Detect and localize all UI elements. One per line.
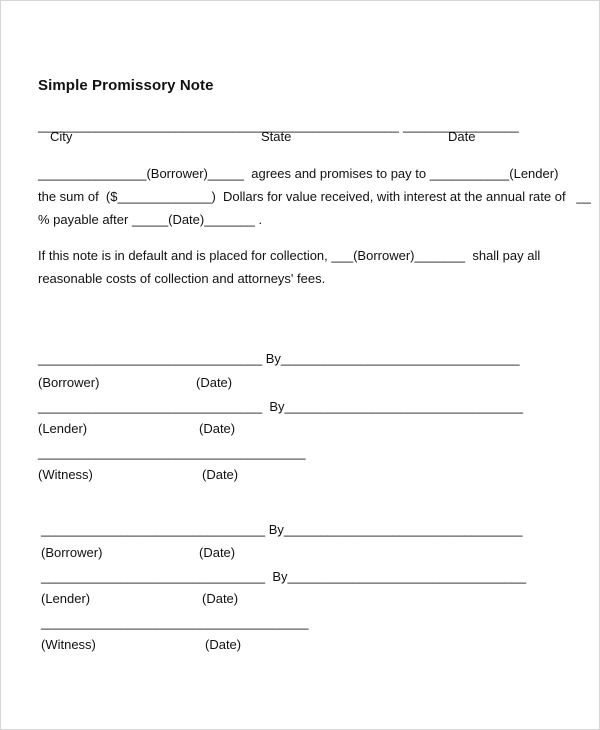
city-label: City <box>50 129 73 144</box>
sig1-lender-by-line: By_________________________________ <box>262 399 524 414</box>
paragraph1-line3-end: . <box>254 212 263 227</box>
borrower-placeholder: (Borrower) <box>146 166 208 181</box>
sig1-witness-label: (Witness) <box>38 467 93 482</box>
paragraph2-line2: reasonable costs of collection and attorneys' fees. <box>38 271 326 286</box>
sig2-witness-label: (Witness) <box>41 637 96 652</box>
state-label: State <box>261 129 292 144</box>
paragraph2-blank: ___ <box>331 248 354 263</box>
sig1-witness-date: (Date) <box>202 467 239 482</box>
paragraph1-line1 <box>38 166 558 182</box>
city-line: ____________________ <box>38 118 183 133</box>
paragraph1-line3-prefix: % payable after <box>38 212 132 227</box>
paragraph1-line2-suffix: Dollars for value received, with interest at the annual rate of __ <box>215 189 591 204</box>
state-line: ______________________________ <box>182 118 399 133</box>
date-label: Date <box>448 129 476 144</box>
lender-blank: ___________ <box>429 166 510 181</box>
paragraph1-line3 <box>38 212 262 228</box>
sig1-borrower-by-line: By_________________________________ <box>262 351 520 366</box>
sig2-borrower-line <box>41 522 523 538</box>
sig2-borrower-date: (Date) <box>199 545 236 560</box>
paragraph1-line2 <box>38 189 591 205</box>
sig2-borrower-label: (Borrower) <box>41 545 103 560</box>
paragraph1-line1-text: _____ agrees and promises to pay to <box>207 166 430 181</box>
sig2-lender-label: (Lender) <box>41 591 91 606</box>
sig1-lender-line <box>38 399 523 415</box>
date-blank-1: _____ <box>131 212 169 227</box>
sig2-witness-date: (Date) <box>205 637 242 652</box>
sig1-borrower-signature-line: _______________________________ <box>38 351 263 366</box>
paragraph2-borrower: (Borrower) <box>353 248 415 263</box>
sig1-borrower-label: (Borrower) <box>38 375 100 390</box>
sig1-witness-line: _____________________________________ <box>38 445 306 460</box>
amount-placeholder: ($_____________) <box>105 189 216 204</box>
sig1-borrower-date: (Date) <box>196 375 233 390</box>
paragraph2-line1-suffix: _______ shall pay all <box>414 248 541 263</box>
document-title: Simple Promissory Note <box>38 77 214 94</box>
sig2-borrower-signature-line: _______________________________ <box>41 522 266 537</box>
sig1-lender-signature-line: _______________________________ <box>38 399 263 414</box>
date-blank-2: _______ <box>204 212 255 227</box>
sig2-witness-line: _____________________________________ <box>41 615 309 630</box>
paragraph1-line2-prefix: the sum of <box>38 189 106 204</box>
paragraph2-line1-prefix: If this note is in default and is placed for collection, <box>38 248 332 263</box>
sig2-lender-signature-line: _______________________________ <box>41 569 266 584</box>
date-line: ________________ <box>403 118 519 133</box>
sig2-borrower-by-line: By_________________________________ <box>265 522 523 537</box>
sig1-lender-label: (Lender) <box>38 421 88 436</box>
sig2-lender-line <box>41 569 526 585</box>
date-placeholder: (Date) <box>168 212 205 227</box>
paragraph2-line1 <box>38 248 540 264</box>
lender-placeholder: (Lender) <box>509 166 559 181</box>
sig2-lender-date: (Date) <box>202 591 239 606</box>
sig1-lender-date: (Date) <box>199 421 236 436</box>
borrower-blank: _______________ <box>38 166 147 181</box>
sig1-borrower-line <box>38 351 520 367</box>
sig2-lender-by-line: By_________________________________ <box>265 569 527 584</box>
